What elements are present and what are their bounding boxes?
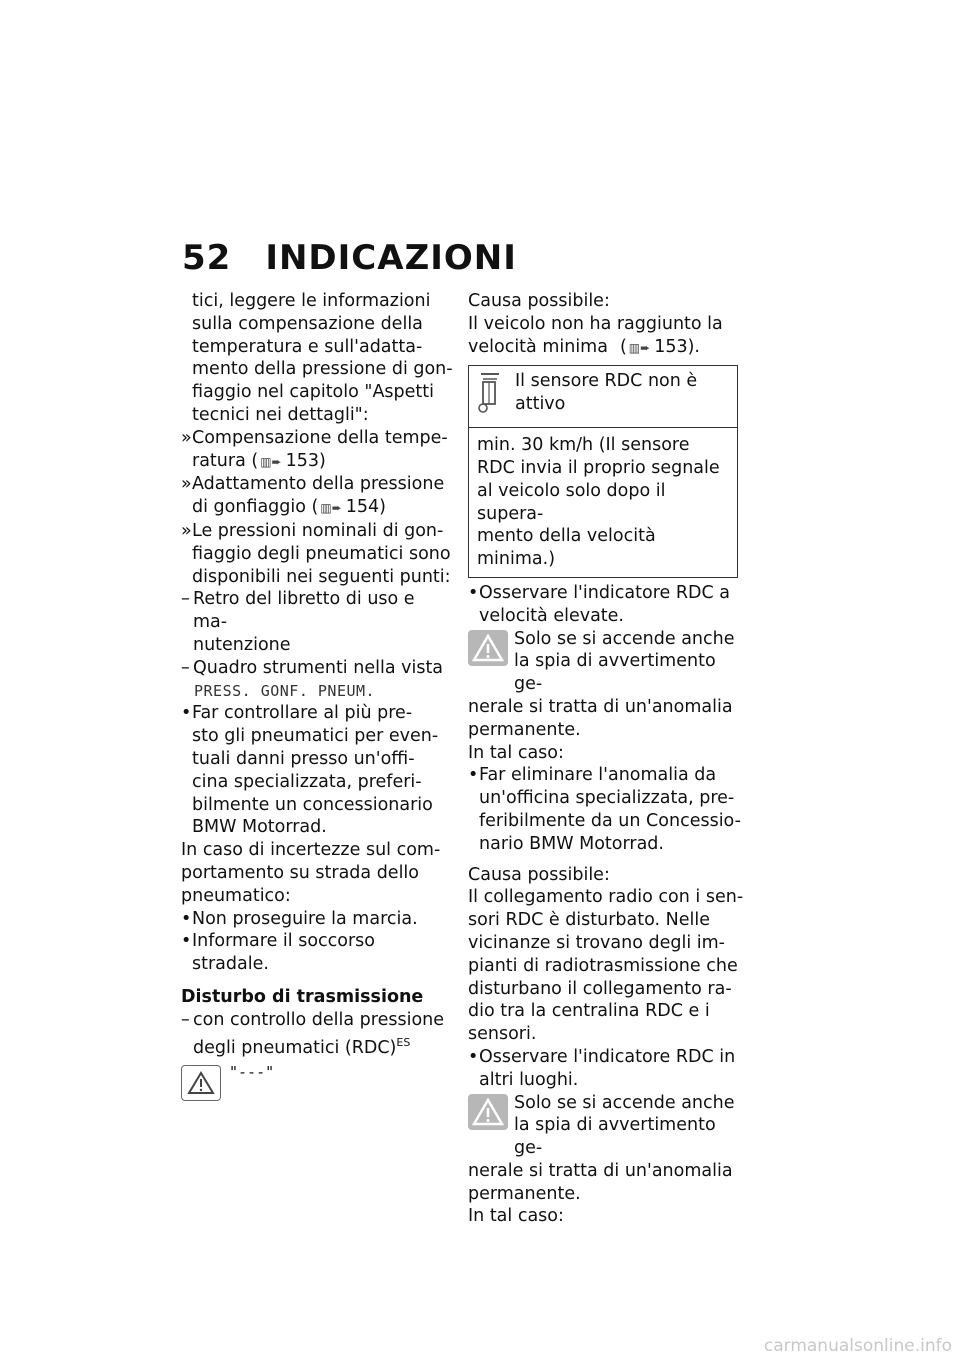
text-line: mento della pressione di gon- <box>192 359 453 380</box>
text-line: In caso di incertezze sul com- <box>181 840 441 861</box>
dash-item <box>181 588 453 656</box>
text-line: dio tra la centralina RDC e i <box>468 1001 710 1022</box>
warning-triangle-icon <box>468 1094 508 1130</box>
warning-triangle-icon <box>181 1065 221 1101</box>
text-line: tecnici nei dettagli": <box>192 404 369 425</box>
text-line: fiaggio nel capitolo "Aspetti <box>192 382 434 403</box>
cause-label: Causa possibile: <box>468 864 610 885</box>
intro-text <box>181 290 453 427</box>
page-ref: 153). <box>654 336 700 357</box>
text-line: un'officina specializzata, pre- <box>479 788 735 809</box>
text-line: altri luoghi. <box>479 1069 579 1090</box>
text-line: Solo se si accende anche <box>514 1092 735 1113</box>
dash-marker: – <box>181 589 190 610</box>
text-line: Informare il soccorso stradale. <box>192 931 375 975</box>
text-line: Osservare l'indicatore RDC in <box>479 1046 736 1067</box>
text-line: Il sensore RDC non è <box>515 371 698 392</box>
text-line: pneumatico: <box>181 885 291 906</box>
text-line: Quadro strumenti nella vista <box>193 657 444 678</box>
text-line: attivo <box>515 394 566 415</box>
text-line: la spia di avvertimento ge- <box>514 651 716 695</box>
bullet-item <box>181 908 453 931</box>
text-line: mento della velocità minima.) <box>477 526 656 570</box>
text-line: disturbano il collegamento ra- <box>468 978 732 999</box>
text-line: temperatura e sull'adatta- <box>192 336 423 357</box>
text-line: Non proseguire la marcia. <box>192 908 418 929</box>
text-line: Retro del libretto di uso e ma- <box>193 589 415 633</box>
text-line: cina specializzata, preferi- <box>192 771 422 792</box>
text-line: portamento su strada dello <box>181 862 420 883</box>
warning-note <box>468 628 746 742</box>
text-line: nerale si tratta di un'anomalia <box>468 696 733 717</box>
info-box <box>468 365 738 578</box>
watermark: carmanualsonline.info <box>763 1336 952 1356</box>
display-text: PRESS. GONF. PNEUM. <box>194 681 376 700</box>
text-line: feribilmente da un Concessio- <box>479 810 741 831</box>
bullet-item <box>468 764 746 855</box>
text-line: BMW Motorrad. <box>192 817 327 838</box>
text-line: Solo se si accende anche <box>514 628 735 649</box>
page-ref: 154) <box>345 497 387 518</box>
text-line: nerale si tratta di un'anomalia <box>468 1160 733 1181</box>
text-line: Osservare l'indicatore RDC a <box>479 582 730 603</box>
link-temperature-compensation[interactable] <box>181 427 453 474</box>
page-ref: 153) <box>285 450 326 471</box>
info-box-header <box>469 366 737 428</box>
bullet-marker: • <box>181 908 192 929</box>
bullet-item <box>181 702 453 839</box>
text-line: Il veicolo non ha raggiunto la <box>468 313 723 334</box>
display-warning <box>181 1065 453 1101</box>
display-code: "---" <box>229 1063 275 1082</box>
link-marker: » <box>181 427 192 448</box>
text-line: al veicolo solo dopo il supera- <box>477 480 666 524</box>
text-line: sensori. <box>468 1024 537 1045</box>
tire-sensor-icon <box>477 370 501 421</box>
dash-item <box>181 1009 453 1059</box>
cause-text <box>468 886 746 1046</box>
text-line: la spia di avvertimento ge- <box>514 1115 716 1159</box>
bullet-marker: • <box>468 765 479 786</box>
text-line: Il collegamento radio con i sen- <box>468 887 744 908</box>
dash-item <box>181 657 453 680</box>
text-line: sto gli pneumatici per even- <box>192 726 439 747</box>
link-marker: » <box>181 520 192 541</box>
bullet-marker: • <box>468 1046 479 1067</box>
text-line: RDC invia il proprio segnale <box>477 457 720 478</box>
page-number: 52 <box>182 238 232 278</box>
arrow-ref-icon: ▥➨ <box>320 501 342 516</box>
link-nominal-pressures[interactable] <box>181 520 453 588</box>
arrow-ref-icon: ▥➨ <box>260 454 282 469</box>
text-line: min. 30 km/h (Il sensore <box>477 435 690 456</box>
dash-marker: – <box>181 1009 190 1030</box>
text-line: sulla compensazione della <box>192 313 423 334</box>
warning-triangle-icon <box>468 630 508 666</box>
text-line: nutenzione <box>193 634 291 655</box>
bullet-item <box>468 1046 746 1092</box>
text-line: velocità minima <box>468 336 608 357</box>
text-line: permanente. <box>468 1183 581 1204</box>
text-line: Le pressioni nominali di gon- <box>192 520 444 541</box>
text-line: fiaggio degli pneumatici sono <box>192 543 451 564</box>
text-line: nario BMW Motorrad. <box>479 833 664 854</box>
text-line: degli pneumatici (RDC) <box>193 1037 397 1058</box>
left-column <box>181 290 453 1101</box>
text-line: Compensazione della tempe- <box>192 427 448 448</box>
paragraph <box>181 839 453 907</box>
text-line: velocità elevate. <box>479 605 624 626</box>
dash-marker: – <box>181 657 190 678</box>
text-line: tici, leggere le informazioni <box>192 291 431 311</box>
text-line: Far controllare al più pre- <box>192 703 413 724</box>
right-column: Causa possibile: Il veicolo non ha raggiunto la velocità minima ( ▥➨ 153). Il sensore RDC non è attivo min. 30 km/h (Il sensore RDC invia il proprio segnale al veicolo solo dopo il supera- mento della velocità minima.) • Osservare l'indicatore RDC a velocità elevate. Solo se si accende anche la spia di avvertimento ge- nerale si tratta di un'anomalia permanente. In tal caso: • Far eliminare l'anomalia da un'officina specializzata, pre- feribilmente da un Concessio- nario BMW Motorrad. Causa possibile: Il collegamento radio con i sen- sori RDC è disturbato. Nelle vicinanze si trovano degli im- pianti di radiotrasmissione che disturbano il collegamento ra- dio tra la centralina RDC e i sensori. • Osservare l'indicatore RDC in altri luoghi. Solo se si accende anche la spia di avvertimento ge- nerale si tratta di un'anomalia permanente. In tal caso: <box>468 290 746 1228</box>
text-line: con controllo della pressione <box>193 1009 445 1030</box>
text-line: tuali danni presso un'offi- <box>192 748 415 769</box>
text-line: sori RDC è disturbato. Nelle <box>468 910 710 931</box>
text-line: bilmente un concessionario <box>192 794 433 815</box>
text-line: pianti di radiotrasmissione che <box>468 955 738 976</box>
section-heading: Disturbo di trasmissione <box>181 986 424 1007</box>
text-line: permanente. <box>468 719 581 740</box>
text-line: ratura ( <box>192 450 259 471</box>
text-line: vicinanze si trovano degli im- <box>468 932 725 953</box>
info-box-body <box>469 428 737 577</box>
text-line: Far eliminare l'anomalia da <box>479 765 717 786</box>
bullet-marker: • <box>181 703 192 724</box>
warning-note <box>468 1092 746 1206</box>
link-pressure-adaptation[interactable] <box>181 473 453 520</box>
bullet-marker: • <box>468 582 479 603</box>
text-line: Adattamento della pressione <box>192 474 445 495</box>
cause-label: Causa possibile: <box>468 291 610 311</box>
superscript-es: ES <box>396 1035 411 1049</box>
case-label: In tal caso: <box>468 1206 564 1227</box>
link-marker: » <box>181 474 192 495</box>
chapter-title: INDICAZIONI <box>265 238 517 278</box>
case-label: In tal caso: <box>468 742 564 763</box>
bullet-item <box>181 930 453 976</box>
text-line: di gonfiaggio ( <box>192 497 319 518</box>
bullet-marker: • <box>181 931 192 952</box>
text-line: disponibili nei seguenti punti: <box>192 566 451 587</box>
bullet-item <box>468 582 746 628</box>
page-header <box>182 238 517 278</box>
arrow-ref-icon: ▥➨ <box>628 340 651 355</box>
